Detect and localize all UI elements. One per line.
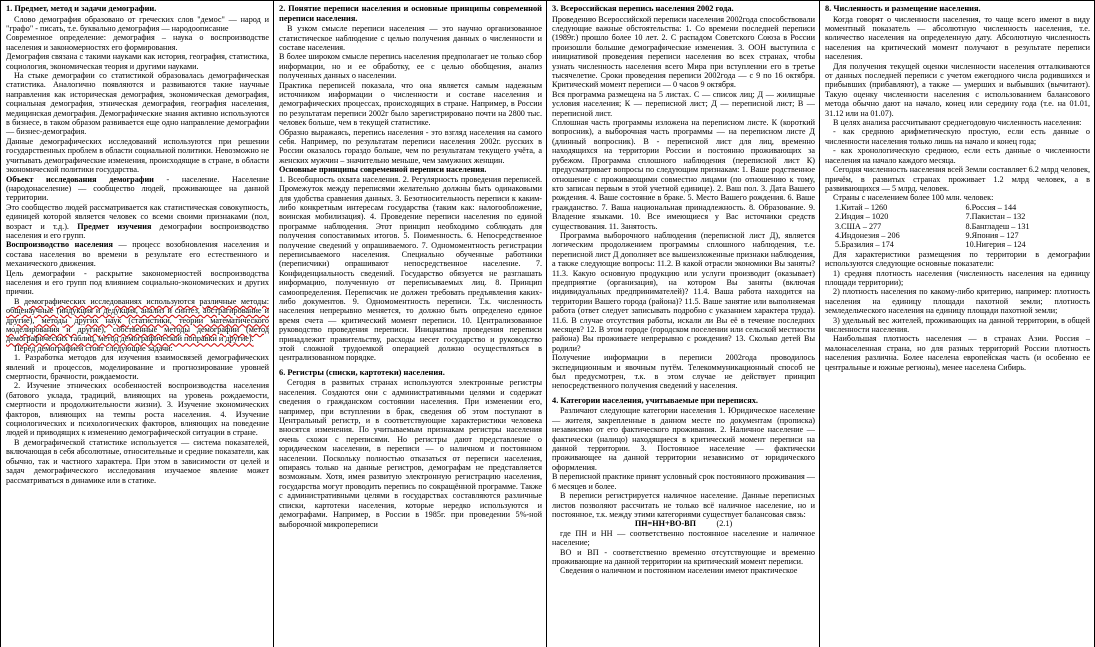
- paragraph: Образно выражаясь, перепись населения - это взгляд населения на самого себя. Например, по результатам переписи населения 2002г. русских в России оказалось гораздо больше, чем по результатам текущего учёта, а женских мужчин – значительно меньше, чем замужних женщин.: [279, 127, 542, 165]
- text: — процесс возобновления населения и состава населения во времени в результате его естественного и механического движения.: [6, 240, 270, 269]
- paragraph: Для характеристики размещения по территории в демографии используются следующие основные показатели:: [825, 249, 1090, 269]
- country-item: 9.Япония – 127: [965, 230, 1019, 240]
- bold-term: Предмет изучения: [77, 221, 152, 231]
- subheading: [279, 165, 542, 174]
- text: Это сообщество людей рассматривается как статистическая совокупность, единицей которой является человек со всеми своими признаками (пол, возраст и т.д.).: [6, 202, 269, 231]
- section-title-2: 2. Понятие переписи населения и основные принципы современной переписи населения.: [279, 4, 542, 23]
- paragraph: Страны с населением более 100 млн. человек:: [833, 193, 994, 203]
- column-4: [819, 1, 1095, 647]
- paragraph: ВО и ВП - соответственно временно отсутствующие и временно проживающие на данной территории на критический момент переписи.: [552, 547, 815, 566]
- column-1: [0, 1, 273, 647]
- text: - население. Население (народонаселение) — сообщество людей, проживающее на данной территории.: [6, 174, 269, 203]
- paragraph: Современное определение: демография – наука о воспроизводстве населения и закономерностях его формирования.: [6, 33, 269, 52]
- paragraph: Сегодня в развитых странах используются электронные регистры населения. Создаются они с административными целями и содержат сведения о гражданском состоянии населения. При изменении его, например, при вступлении в брак, сведения об этом поступают в Центральный регистр, и в соответствующие характеристики человека вносятся изменения. По учитываемым признакам регистры населения очень схожи с переписями. Но регистры дают представление о юридическом населении, в переписи — о наличном и постоянном населении. Поскольку полностью отказаться от переписи населения, опираясь только на данные регистров, демографам не представляется возможным. Хотя, имея развитую электронную регистрацию населения, государства могут проводить перепись по сокращённой программе. Также с административными целями в государствах составляются различные списки, картотеки населения, которые нередко используются и демографами. Например, в России в 1985г. при проведении 5%-ной выборочной микропереписи: [279, 378, 542, 529]
- paragraph: В демографической статистике используется — система показателей, включающая в себя абсолютные, относительные и средние показатели, как обычно, так и частного характера. При этом в зависимости от целей и задач демографического исследования изучаемое явление может рассматриваться в динамике или в статике.: [6, 437, 269, 485]
- paragraph: Цель демографии - раскрытие закономерностей воспроизводства населения и его групп под влиянием социально-экономических и других причин.: [6, 268, 269, 297]
- paragraph: Демография связана с такими науками как история, география, статистика, социология, экономическая теория и другими науками.: [6, 52, 269, 71]
- paragraph: В целях анализа рассчитывают среднегодовую численность населения:: [833, 118, 1082, 128]
- paragraph: В узком смысле переписи населения — это научно организованное статистическое наблюдение с целью получения данных о численности и составе населения.: [279, 24, 542, 52]
- column-3: [546, 1, 819, 647]
- list-item: 2. Изучение этнических особенностей воспроизводства населения (батового уклада, традиций, влияющих на уровень рождаемости, смертности и продолжительности жизни). 3. Изучение экономических факторов, влияющих на темпы роста населения. 4. Изучение социологических и психологических факторов, влияющих на поведение людей и приводящих к изменению демографической ситуации в стране.: [6, 381, 269, 438]
- section-title-3: 3. Всероссийская перепись населения 2002 года.: [552, 4, 734, 13]
- paragraph: - как хронологическую среднюю, если есть данные о численности населения на начало каждого месяца.: [825, 146, 1090, 165]
- paragraph: где ПН и НН — соответственно постоянное население и наличное население;: [552, 528, 815, 548]
- country-item: 6.Россия – 144: [965, 202, 1017, 212]
- formula: [552, 519, 815, 528]
- paragraph: [6, 240, 269, 268]
- formula-text: ПН=НН+ВО-ВП: [634, 519, 697, 529]
- paragraph: Различают следующие категории населения 1. Юридическое население — жителя, закрепленные в данном месте по документам (прописка) независимо от его фактического проживания. 2. Наличное население — фактически (налицо) находящиеся в критический момент переписи на данной территории. 3. Постоянное население — фактически проживающее на данной территории независимо от юридического оформления.: [552, 406, 815, 472]
- paragraph: Получение информации в переписи 2002года проводилось экспедиционным и явочным путём. Телекоммуникационный способ не был предусмотрен, т.к. в этом случае не действует принцип непосредственного получения сведений у населения.: [552, 353, 815, 391]
- country-item: 10.Нигерия – 124: [965, 240, 1026, 250]
- bold-term: Объект исследования демографии: [6, 174, 154, 184]
- formula-number: (2.1): [716, 519, 733, 529]
- paragraph: 1. Всеобщность охвата населения. 2. Регулярность проведения переписей. Промежуток между переписями желательно должны быть одинаковыми для удобства сравнения данных. 3. Безотносительность переписи к каким-либо конкретным интересам государства (таким как: налогообложение, воинская мобилизация). 4. Проведение переписи населения по единой программе наблюдения. Этот принцип необходимо соблюдать для получения сопоставимых итогов. 5. Поименность. 6. Непосредственное получение сведений у опрашиваемого. 7. Одномоментность регистрации переписываемого населения. Специально обученные работники (переписчики) опрашивают непосредственное население. 7. Конфиденциальность сведений. Государство обязуется не разглашать информацию, полученную от переписываемых лиц. 8. Принцип самоопределения. Переписчик не должен требовать предъявления каких-либо документов. 9. Одномоментность переписи. Т.к. численность населения непрерывно меняется, то должно быть определено единое время счета — критический момент переписи. 10. Централизованное руководство проведения переписи. Инициатива проведения переписи принадлежит правительству, расходы несет государство и руководство этой сложной трудоемкой операцией должно осуществляться в централизованном порядке.: [279, 174, 542, 363]
- bold-term: Основные принципы современной переписи населения.: [279, 165, 487, 175]
- country-item: 8.Бангладеш – 131: [965, 221, 1030, 231]
- paragraph: [6, 175, 269, 203]
- paragraph: Наибольшая плотность населения — в странах Азии. Россия – малонаселенная страна, но для разных территорий России плотность населения различна. Более населена европейская часть (и особенно ее центральные и южные регионы), менее населена Сибирь.: [825, 334, 1090, 372]
- bold-term: Воспроизводство населения: [6, 240, 113, 250]
- paragraph: Сведения о наличном и постоянном населении имеют практическое: [560, 566, 798, 576]
- section-title-4: 4. Категории населения, учитываемые при переписях.: [552, 395, 759, 405]
- paragraph: Вся программа размещена на 5 листах. С — список лиц; Д — жилищные условия населения; К — переписной лист; Д — переписной лист; В — переписной лист.: [552, 89, 815, 118]
- text: демографии воспроизводство населения и его групп.: [6, 221, 270, 240]
- country-list: [825, 203, 1090, 250]
- paragraph: Сегодня численность населения всей Земли составляет 6.2 млрд человек, причём, в развитых странах проживает 1.2 млрд человек, а в развивающихся — 5 млрд. человек.: [825, 165, 1090, 193]
- paragraph: Программа выборочного наблюдения (переписной лист Д), является логическим продолжением программы сплошного наблюдения, т.е. переписной лист Д дополняет все вышеизложенные признаки наблюдения, а также следующие вопросы: 11.2. В какой отрасли экономики Вы заняты? 11.3. Какую основную продукцию или услуги производит (оказывает) предприятие (организация), на котором Вы заняты (включая индивидуальных предпринимателей)? 11.4. Ваша работа находится на территории Вашего города (района)? 11.5. Ваше занятие или выполняемая работа (ответ следует записывать подробно с указанием характера труда). 11.6. В случае отсутствия работы, искали ли Вы её в течение последних месяцев? 12. В этом городе (городском поселении или сельской местности района) Вы проживаете непрерывно с рождения? 13. Сколько детей Вы родили?: [552, 230, 815, 353]
- list-item: 1. Разработка методов для изучения взаимосвязей демографических явлений и процессов, моделирование и прогнозирование уровней смертности, брачности, рождаемости.: [6, 353, 269, 382]
- country-item: 7.Пакистан – 132: [965, 212, 1026, 222]
- paragraph: Слово демография образовано от греческих слов "демос" — народ и "графо" - писать, т.е. буквально демография — народоописание: [6, 14, 269, 33]
- country-item: 3.США – 277: [835, 221, 882, 231]
- paragraph: В переписи регистрируется наличное население. Данные переписных листов позволяют рассчитать не только всё наличное население, но и постоянное, т.к. между этими категориями существует балансовая связь:: [552, 491, 815, 519]
- paragraph: [6, 203, 269, 241]
- country-item: 5.Бразилия – 174: [835, 240, 894, 250]
- column-2: [273, 1, 546, 647]
- paragraph: В демографических исследованиях используются различные методы: общенаучные (индукция и дедукция, анализ и синтез, абстрагирование и другие), методы других наук (статистики, теории математического моделирования и другие), собственные методы демографии (метод демографических таблиц, метод демографической поправки и другие).: [6, 296, 269, 344]
- paragraph: 2) плотность населения по какому-либо критерию, например: плотность населения на единицу площади пахотной земли; плотность земледельческого населения на единицу площади пахотной земли;: [825, 287, 1090, 316]
- paragraph: Данные демографических исследований используются при решении государственных проблем в области социальной политики. Невозможно не учитывать демографические изменения, происходящие в стране, в области экономической политики государства.: [6, 136, 269, 175]
- paragraph: 3) удельный вес жителей, проживающих на данной территории, в общей численности населения.: [825, 315, 1090, 334]
- section-title-8: 8. Численность и размещение населения.: [825, 4, 981, 13]
- country-item: 1.Китай – 1260: [835, 202, 888, 212]
- paragraph: В более широком смысле перепись населения предполагает не только сбор информации, но и ее обработку, ее с целью обобщения, анализ полученных данных о населении.: [279, 52, 542, 81]
- section-title-1: 1. Предмет, метод и задачи демографии.: [6, 4, 157, 13]
- paragraph: Когда говорят о численности населения, то чаще всего имеют в виду моментный показатель — абсолютную численность населения, т.е. количество населения на определенную дату. Абсолютную численность населения на критический момент получают в результате переписи населения.: [825, 14, 1090, 62]
- paragraph: Для получения текущей оценки численности населения отталкиваются от данных последней переписи с учетом ежегодного числа родившихся и прибывших (прибавляют), а также — умерших и выбывших (вычитают). Такую оценку численности населения с использованием балансового метода обычно дают на начало, конец или середину года (т.е. на 01.01, 31.12 или на 01.07).: [825, 61, 1090, 118]
- paragraph: - как среднюю арифметическую простую, если есть данные о численности населения только лишь на начало и конец года;: [825, 127, 1090, 146]
- paragraph: Перед демографией стоят следующие задачи:: [14, 343, 173, 353]
- paragraph: 1) средняя плотность населения (численность населения на единицу площади территории);: [825, 268, 1090, 287]
- paragraph: На стыке демографии со статистикой образовалась демографическая статистика. Аналогично появляются и развиваются такие научные направления как историческая демография, экономическая демография, социальная демография, этническая демография, география населения, медицинская демография. Демографические знания активно используются в бизнесе, в таком образом развивается еще одно направление демографии — бизнес-демография.: [6, 71, 269, 137]
- paragraph: Проведению Всероссийской переписи населения 2002года способствовали следующие важные обстоятельства: 1. Со времени последней переписи (1989г.) прошло более 10 лет. 2. С распадом Советского Союза в России произошли большие демографические изменения. 3. ООН выступила с инициативой проведения переписи населения во всех странах, чтобы узнать численность населения всего Мира при вступлении его в третье тысячелетие. Сроки проведения переписи 2002года — с 9 по 16 октября. Критический момент переписи — 0 часов 9 октября.: [552, 14, 815, 90]
- paragraph: Сплошная часть программы изложена на переписном листе. К (короткий вопросник), а выборочная часть программы — на переписном листе Д (длинный вопросник). В - переписной лист для лиц, временно находящихся на территории России и постоянно проживающих за рубежом. Программа сплошного наблюдения (переписной лист К) предусматривает вопросы по следующим признакам: 1. Ваше родственное отношение с проживающими совместно лицами (по отношению к тому, кто записан первым в этой учетной единице). 2. Ваш пол. 3. Дата Вашего рождения. 4. Ваше состояние в браке. 5. Место Вашего рождения. 6. Ваше гражданство. 7. Ваша национальная принадлежность. 8. Образование. 9. Владение языками. 10. Все имеющиеся у Вас источники средств существования. 11. Занятость.: [552, 118, 815, 231]
- paragraph: В переписной практике принят условный срок постоянного проживания — 6 месяцев и более.: [552, 472, 815, 491]
- country-item: 4.Индонезия – 206: [835, 230, 900, 240]
- paragraph: Практика переписей показала, что она является самым надежным источником информации о численности и составе населения и демографических процессах, происходящих в стране. Например, в России по результатам переписи 2002г было зарегистрировано почти на 2800 тыс. человек больше, чем в текущей статистике.: [279, 80, 542, 128]
- country-item: 2.Индия – 1020: [835, 212, 889, 222]
- section-title-6: 6. Регистры (списки, картотеки) населения.: [279, 367, 445, 377]
